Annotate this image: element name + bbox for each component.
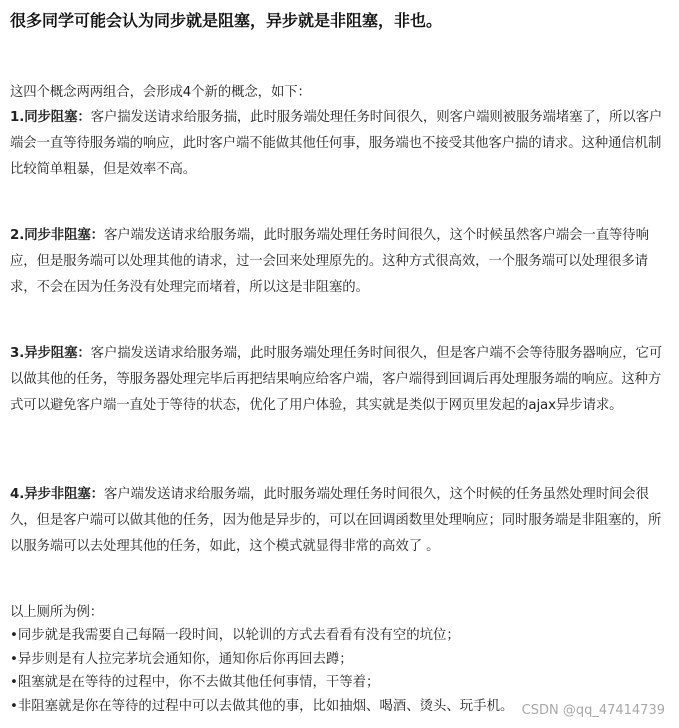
example-title: 以上厕所为例：	[10, 605, 104, 620]
section-text: 客户揣发送请求给服务端，此时服务端处理任务时间很久，但是客户端不会等待服务器响应，它可以做其他的任务，等服务器处理完毕后再把结果响应给客户端，客户端得到回调后再处理服务端的响应。这种方式可以避免客户端一直处于等待的状态，优化了用户体验，其实就是类似于网页里发起的ajax异步请求。	[10, 346, 663, 413]
section-async-blocking	[10, 341, 671, 419]
article-heading: 很多同学可能会认为同步就是阻塞，异步就是非阻塞，非也。	[10, 11, 443, 30]
csdn-watermark: CSDN @qq_47414739	[521, 703, 665, 718]
section-label: 2.同步非阻塞：	[10, 228, 104, 243]
list-item: •同步就是我需要自己每隔一段时间，以轮训的方式去看看有没有空的坑位；	[10, 628, 460, 643]
list-item: •异步则是有人拉完茅坑会通知你，通知你后你再回去蹲；	[10, 651, 353, 667]
section-sync-blocking	[10, 105, 671, 183]
intro-paragraph: 这四个概念两两组合，会形成4个新的概念，如下：	[10, 85, 311, 100]
section-label: 4.异步非阻塞：	[10, 487, 104, 502]
section-text: 客户揣发送请求给服务揣，此时服务端处理任务时间很久，则客户端则被服务端堵塞了，所以客户端会一直等待服务端的响应，此时客户端不能做其他任何事，服务端也不接受其他客户揣的请求。这种通信机制比较简单粗暴，但是效率不高。	[10, 110, 663, 177]
list-item: •非阻塞就是你在等待的过程中可以去做其他的事，比如抽烟、喝酒、烫头、玩手机。	[10, 698, 514, 714]
section-sync-nonblocking	[10, 223, 671, 301]
section-label: 1.同步阻塞：	[10, 110, 91, 125]
section-text: 客户端发送请求给服务端，此时服务端处理任务时间很久，这个时候的任务虽然处理时间会很久，但是客户端可以做其他的任务，因为他是异步的，可以在回调函数里处理响应；同时服务端是非阻塞的，所以服务端可以去处理其他的任务，如此，这个模式就显得非常的高效了 。	[10, 487, 662, 554]
list-item: •阻塞就是在等待的过程中，你不去做其他任何事情，干等着；	[10, 675, 380, 690]
section-label: 3.异步阻塞：	[10, 346, 91, 361]
section-text: 客户端发送请求给服务端，此时服务端处理任务时间很久，这个时候虽然客户端会一直等待响应，但是服务端可以处理其他的请求，过一会回来处理原先的。这种方式很高效，一个服务端可以处理很多请求，不会在因为任务没有处理完而堵着，所以这是非阻塞的。	[10, 228, 649, 295]
section-async-nonblocking	[10, 482, 671, 560]
